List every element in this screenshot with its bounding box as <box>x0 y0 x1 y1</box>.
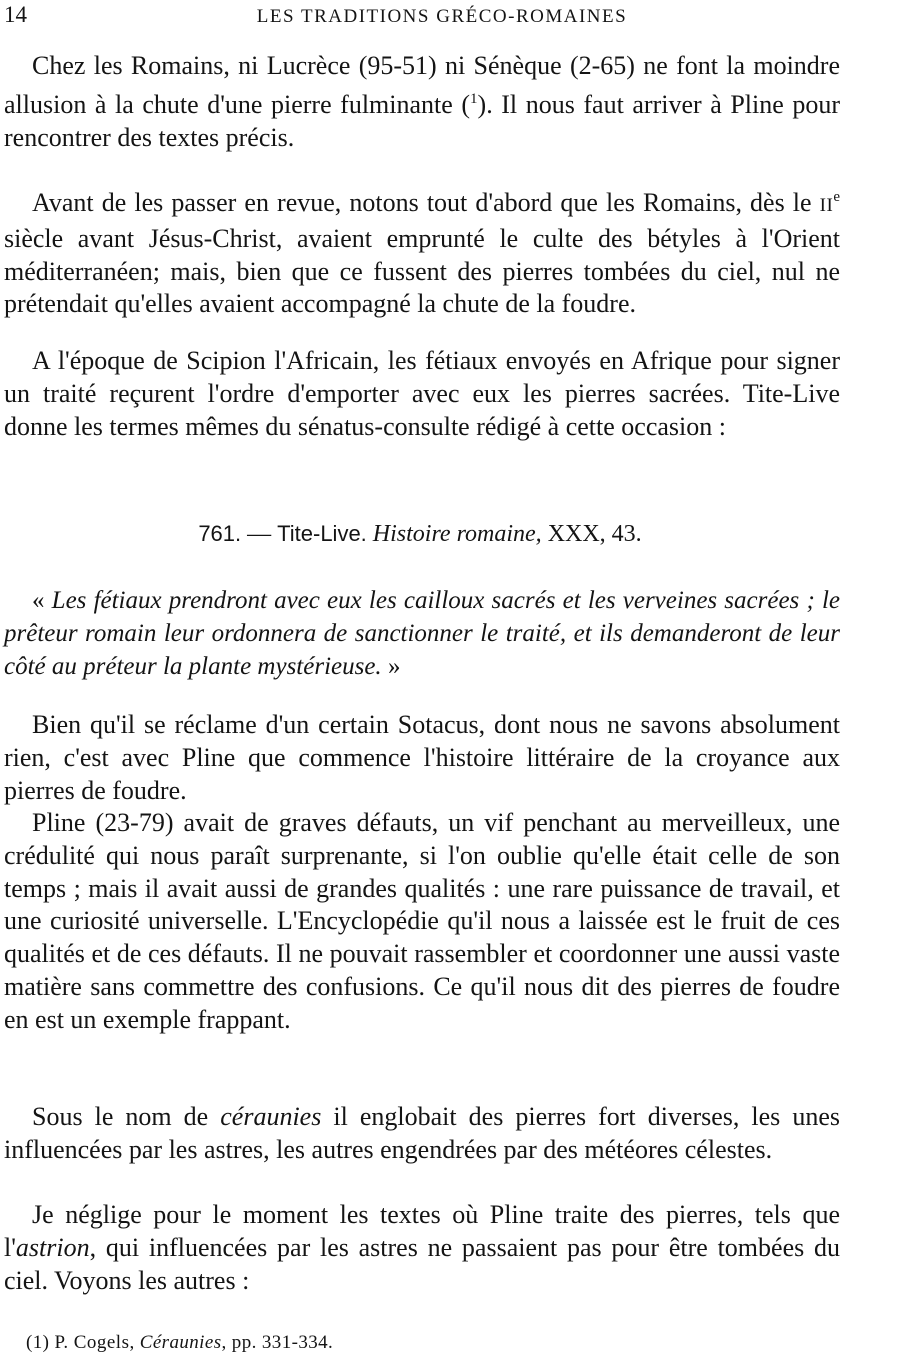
paragraph-7-text: Je néglige pour le moment les textes où Pline traite des pierres, tels que l' <box>4 1200 840 1262</box>
citation-number: 761. <box>198 521 242 546</box>
century-suffix: e <box>833 189 840 205</box>
paragraph-4: Bien qu'il se réclame d'un certain Sotacus, dont nous ne savons absolument rien, c'est avec Pline que commence l'histoire littéraire de la croyance aux pierres de foudre. <box>4 710 840 805</box>
term-astrion: astrion <box>15 1232 90 1262</box>
century-numeral: II <box>819 195 834 216</box>
footnote-separator: , <box>129 1332 140 1353</box>
running-title: LES TRADITIONS GRÉCO-ROMAINES <box>256 6 628 27</box>
footnote-reference[interactable]: 1 <box>470 90 478 107</box>
paragraph-6-text: Sous le nom de <box>32 1102 221 1131</box>
quote-open-mark: « <box>32 587 52 614</box>
quotation <box>4 585 840 683</box>
paragraph-5: Pline (23-79) avait de graves défauts, un vif penchant au merveilleux, une crédulité qui nous paraît surprenante, si l'on oublie qu'elle était celle de son temps ; mais il avait aussi de grandes qualités : une rare puissance de travail, et une curiosité universelle. L'Encyclopédie qu'il nous a laissée est le fruit de ces qualités et de ces défauts. Il ne pouvait rassembler et coordonner une aussi vaste matière sans commettre des confusions. Ce qu'il nous dit des pierres de foudre en est un exemple frappant. <box>4 808 840 1034</box>
citation-author: Tite-Live. <box>277 521 367 546</box>
paragraph-2 <box>4 181 840 321</box>
term-ceraunies: céraunies <box>220 1102 322 1131</box>
paragraph-1 <box>4 50 840 154</box>
paragraph-7-text-end: , qui influencées par les astres ne passaient pas pour être tombées du ciel. Voyons les autres : <box>4 1232 840 1295</box>
paragraph-6-text-end: il englobait des pierres fort diverses, les unes influencées par les astres, les autres engendrées par des météores célestes. <box>4 1102 840 1164</box>
footnote <box>26 1332 333 1354</box>
paragraph-7 <box>4 1199 840 1297</box>
footnote-initial: P. <box>54 1332 74 1353</box>
citation-work: Histoire romaine, <box>372 521 542 547</box>
citation-dash: — <box>241 521 278 547</box>
footnote-title: Céraunies <box>139 1332 222 1353</box>
quote-close-mark: » <box>381 652 401 680</box>
running-head <box>4 2 880 28</box>
paragraph-1-text: Chez les Romains, ni Lucrèce (95-51) ni Sénèque (2-65) ne font la moindre allusion à la chute d'une pierre fulminante ( <box>4 51 840 119</box>
quote-text: Les fétiaux prendront avec eux les cailloux sacrés et les verveines sacrées ; le prêteur romain leur ordonnera de sanctionner le traité, et ils demanderont de leur côté au préteur la plante mystérieuse. <box>4 587 840 680</box>
page-number: 14 <box>4 2 27 27</box>
paragraph-1-text-end: ). Il nous faut arriver à Pline pour rencontrer des textes précis. <box>4 89 840 152</box>
paragraph-2-text: Avant de les passer en revue, notons tout d'abord que les Romains, dès le <box>32 188 820 217</box>
footnote-marker: (1) <box>26 1332 55 1353</box>
footnote-pages: , pp. 331-334. <box>221 1332 334 1353</box>
paragraph-2-text-end: siècle avant Jésus-Christ, avaient emprunté le culte des bétyles à l'Orient méditerranéen; mais, bien que ce fussent des pierres tombées du ciel, nul ne prétendait qu'elles avaient accompagné la chute de la foudre. <box>4 223 840 319</box>
paragraph-6 <box>4 1101 840 1167</box>
citation-heading <box>0 521 840 548</box>
footnote-author: Cogels <box>73 1332 130 1353</box>
paragraph-3: A l'époque de Scipion l'Africain, les fétiaux envoyés en Afrique pour signer un traité reçurent l'ordre d'emporter avec eux les pierres sacrées. Tite-Live donne les termes mêmes du sénatus-consulte rédigé à cette occasion : <box>4 346 840 441</box>
citation-reference: XXX, 43. <box>541 521 642 547</box>
